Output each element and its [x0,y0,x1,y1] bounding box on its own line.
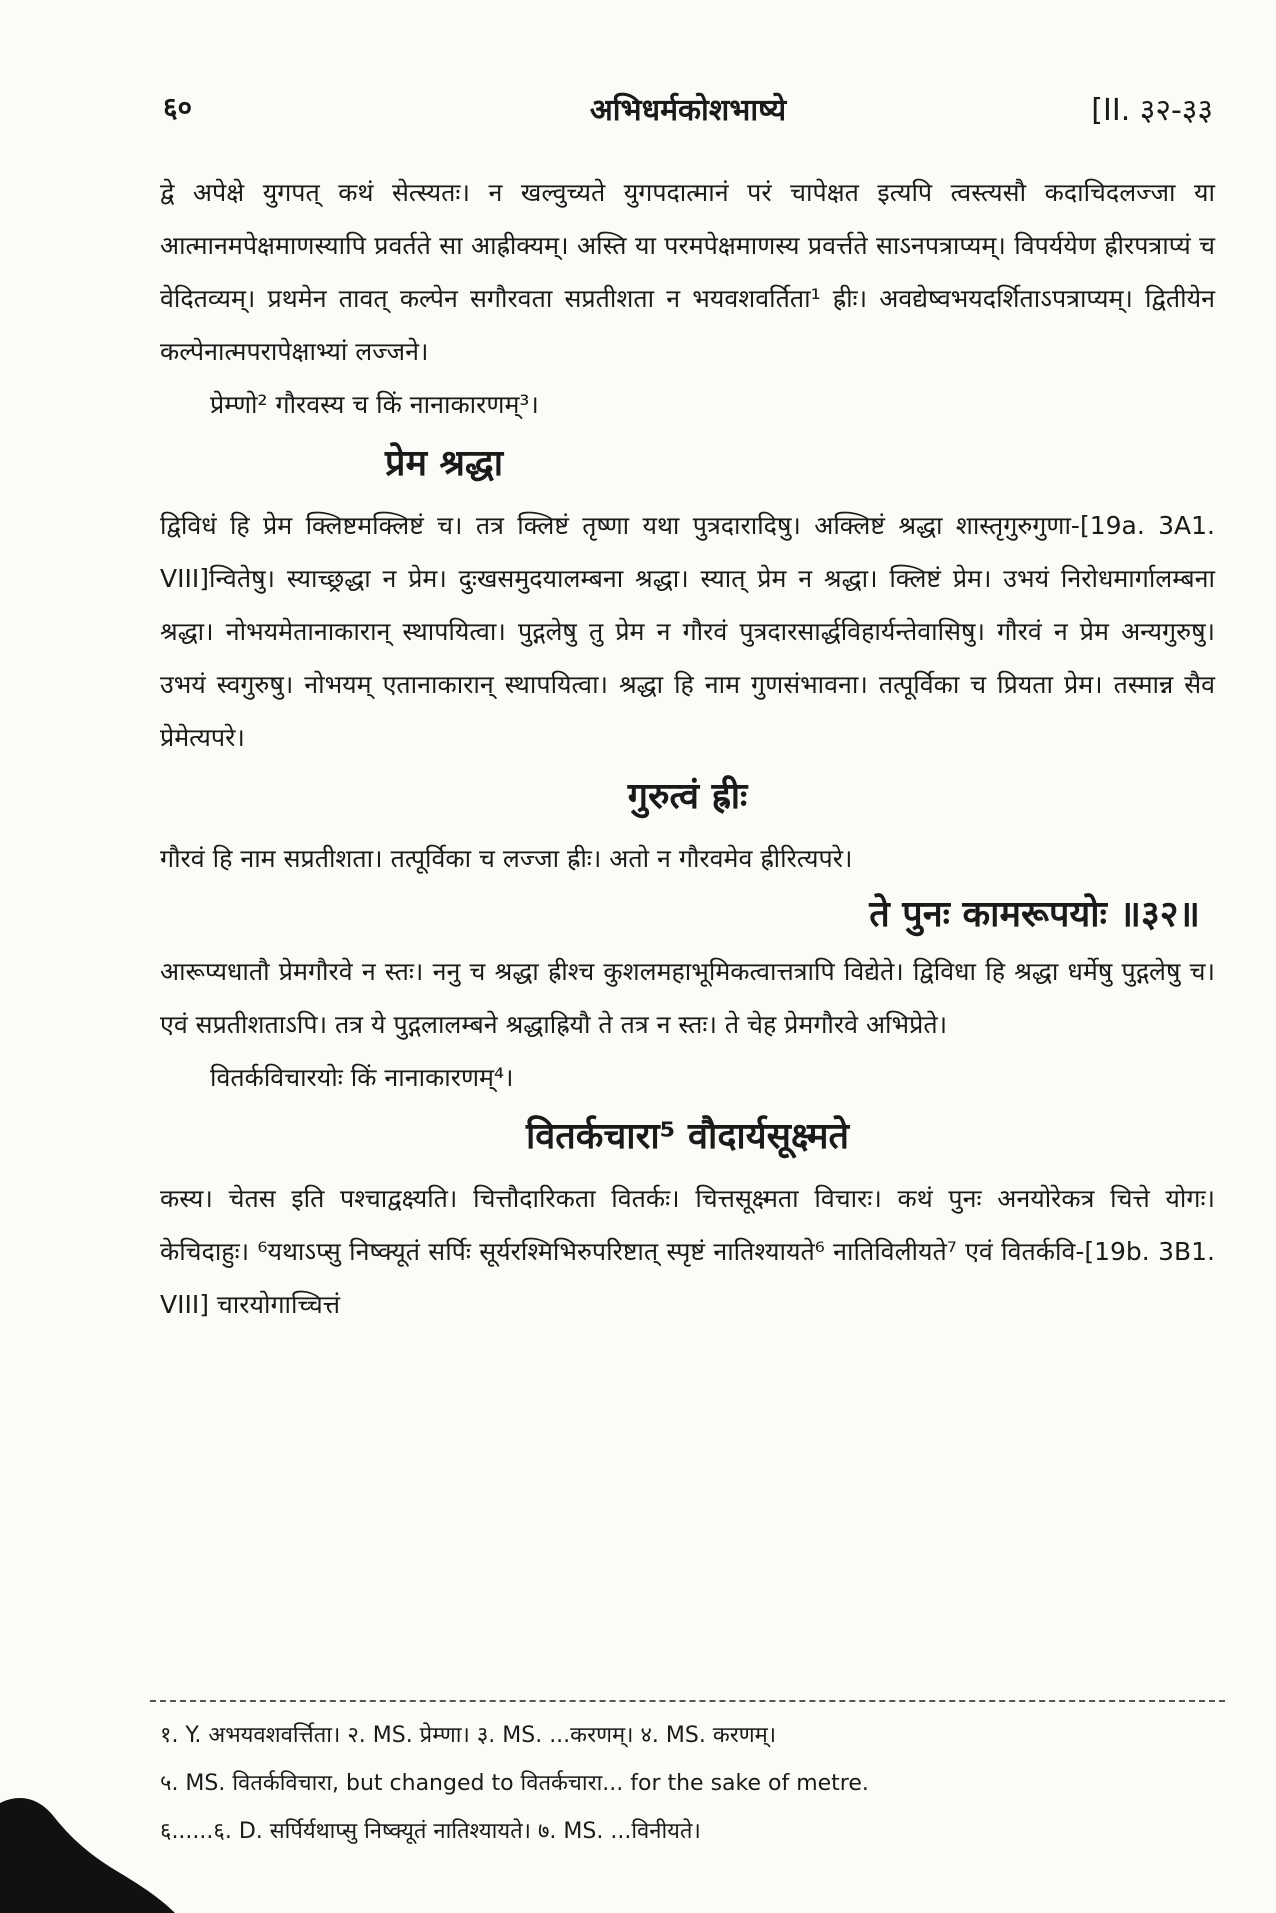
main-text [160,166,1215,1331]
paragraph-3: गौरवं हि नाम सप्रतीशता। तत्पूर्विका च लज्जा ह्रीः। अतो न गौरवमेव ह्रीरित्यपरे। [160,844,853,873]
paragraph-4: आरूप्यधातौ प्रेमगौरवे न स्तः। ननु च श्रद्धा ह्रीश्च कुशलमहाभूमिकत्वात्तत्रापि विद्येते। द्विविधा हि श्रद्धा धर्मेषु पुद्गलेषु च। एवं सप्रतीशताऽपि। तत्र ये पुद्गलालम्बने श्रद्धाह्रियौ ते तत्र न स्तः। ते चेह प्रेमगौरवे अभिप्रेते। [160,957,1215,1039]
footnote-line-3: ६......६. D. सर्पिर्यथाप्सु निष्क्यूतं नातिश्यायते। ७. MS. ...विनीयते। [160,1819,701,1844]
footnote-line-2: ५. MS. वितर्कविचारा, but changed to वितर्कचारा... for the sake of metre. [160,1771,869,1796]
paragraph-1: द्वे अपेक्षे युगपत् कथं सेत्स्यतः। न खल्वुच्यते युगपदात्मानं परं चापेक्षत इत्यपि त्वस्त्यसौ कदाचिदलज्जा या आत्मानमपेक्षमाणस्यापि प्रवर्तते सा आह्रीक्यम्। अस्ति या परमपेक्षमाणस्य प्रवर्त्तते साऽनपत्राप्यम्। विपर्ययेण ह्रीरपत्राप्यं च वेदितव्यम्। प्रथमेन तावत् कल्पेन सगौरवता सप्रतीशता न भयवशवर्तिता¹ ह्रीः। अवद्येष्वभयदर्शिताऽपत्राप्यम्। द्वितीयेन कल्पेनात्मपरापेक्षाभ्यां लज्जने। [160,178,1215,366]
question-1: प्रेम्णो² गौरवस्य च किं नानाकारणम्³। [210,390,539,419]
footnote-line-1: १. Y. अभयवशवर्त्तिता। २. MS. प्रेम्णा। ३. MS. ...करणम्। ४. MS. करणम्। [160,1723,777,1748]
question-2: वितर्कविचारयोः किं नानाकारणम्⁴। [210,1063,514,1092]
section-reference: [II. ३२-३३ [1091,93,1213,128]
paragraph-2: द्विविधं हि प्रेम क्लिष्टमक्लिष्टं च। तत्र क्लिष्टं तृष्णा यथा पुत्रदारादिषु। अक्लिष्टं श्रद्धा शास्तृगुरुगुणा-[19a. 3A1. VIII]न्वितेषु। स्याच्छ्रद्धा न प्रेम। दुःखसमुदयालम्बना श्रद्धा। स्यात् प्रेम न श्रद्धा। क्लिष्टं प्रेम। उभयं निरोधमार्गालम्बना श्रद्धा। नोभयमेतानाकारान् स्थापयित्वा। पुद्गलेषु तु प्रेम न गौरवं पुत्रदारसार्द्धविहार्यन्तेवासिषु। गौरवं न प्रेम अन्यगुरुषु। उभयं स्वगुरुषु। नोभयम् एतानाकारान् स्थापयित्वा। श्रद्धा हि नाम गुणसंभावना। तत्पूर्विका च प्रियता प्रेम। तस्मान्न सैव प्रेमेत्यपरे। [160,511,1215,752]
page-header [163,88,1213,134]
footnote-rule [150,1700,1225,1702]
heading-gurutvam-hrih: गुरुत्वं ह्रीः [627,776,748,817]
heading-prema-shraddha: प्रेम श्रद्धा [385,443,504,484]
running-title: अभिधर्मकोशभाष्ये [589,93,787,128]
footnotes [160,1712,1220,1856]
paragraph-5: कस्य। चेतस इति पश्चाद्वक्ष्यति। चित्तौदारिकता वितर्कः। चित्तसूक्ष्मता विचारः। कथं पुनः अनयोरेकत्र चित्ते योगः। केचिदाहुः। ⁶यथाऽप्सु निष्क्यूतं सर्पिः सूर्यरश्मिभिरुपरिष्टात् स्पृष्टं नातिश्यायते⁶ नातिविलीयते⁷ एवं वितर्कवि-[19b. 3B1. VIII] चारयोगाच्चित्तं [160,1184,1215,1319]
ink-blot-mark [0,1763,180,1913]
verse-32: ते पुनः कामरूपयोः ॥३२॥ [869,894,1200,935]
heading-vitarka-chara: वितर्कचारा⁵ वौदार्यसूक्ष्मते [525,1116,850,1157]
page-number: ६० [163,91,193,124]
